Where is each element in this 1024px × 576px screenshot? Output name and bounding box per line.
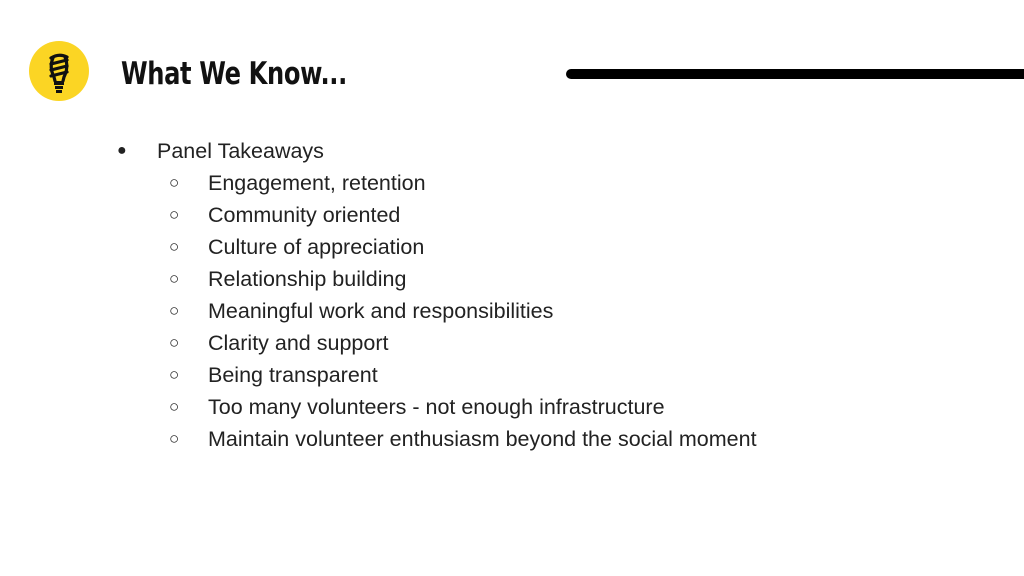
list-item-text: Engagement, retention (208, 171, 426, 195)
list-item-text: Meaningful work and responsibilities (208, 299, 554, 323)
list-item-text: Culture of appreciation (208, 235, 425, 259)
hollow-bullet-icon: ○ (169, 365, 180, 384)
list-item-text: Maintain volunteer enthusiasm beyond the social moment (208, 427, 757, 451)
list-item-text: Too many volunteers - not enough infrastructure (208, 395, 665, 419)
hollow-bullet-icon: ○ (169, 269, 180, 288)
list-item-text: Being transparent (208, 363, 378, 387)
list-item-text: Community oriented (208, 203, 401, 227)
lightbulb-icon (29, 41, 89, 101)
hollow-bullet-icon: ○ (169, 301, 180, 320)
hollow-bullet-icon: ○ (169, 173, 180, 192)
hollow-bullet-icon: ○ (169, 205, 180, 224)
list-heading-text: Panel Takeaways (157, 139, 324, 163)
hollow-bullet-icon: ○ (169, 237, 180, 256)
logo-badge (29, 41, 89, 101)
hollow-bullet-icon: ○ (169, 397, 180, 416)
title-divider (566, 69, 1024, 79)
page-title: What We Know... (121, 56, 347, 92)
hollow-bullet-icon: ○ (169, 333, 180, 352)
hollow-bullet-icon: ○ (169, 429, 180, 448)
list-item-text: Relationship building (208, 267, 407, 291)
filled-bullet-icon: ● (117, 142, 127, 159)
list-item-text: Clarity and support (208, 331, 389, 355)
